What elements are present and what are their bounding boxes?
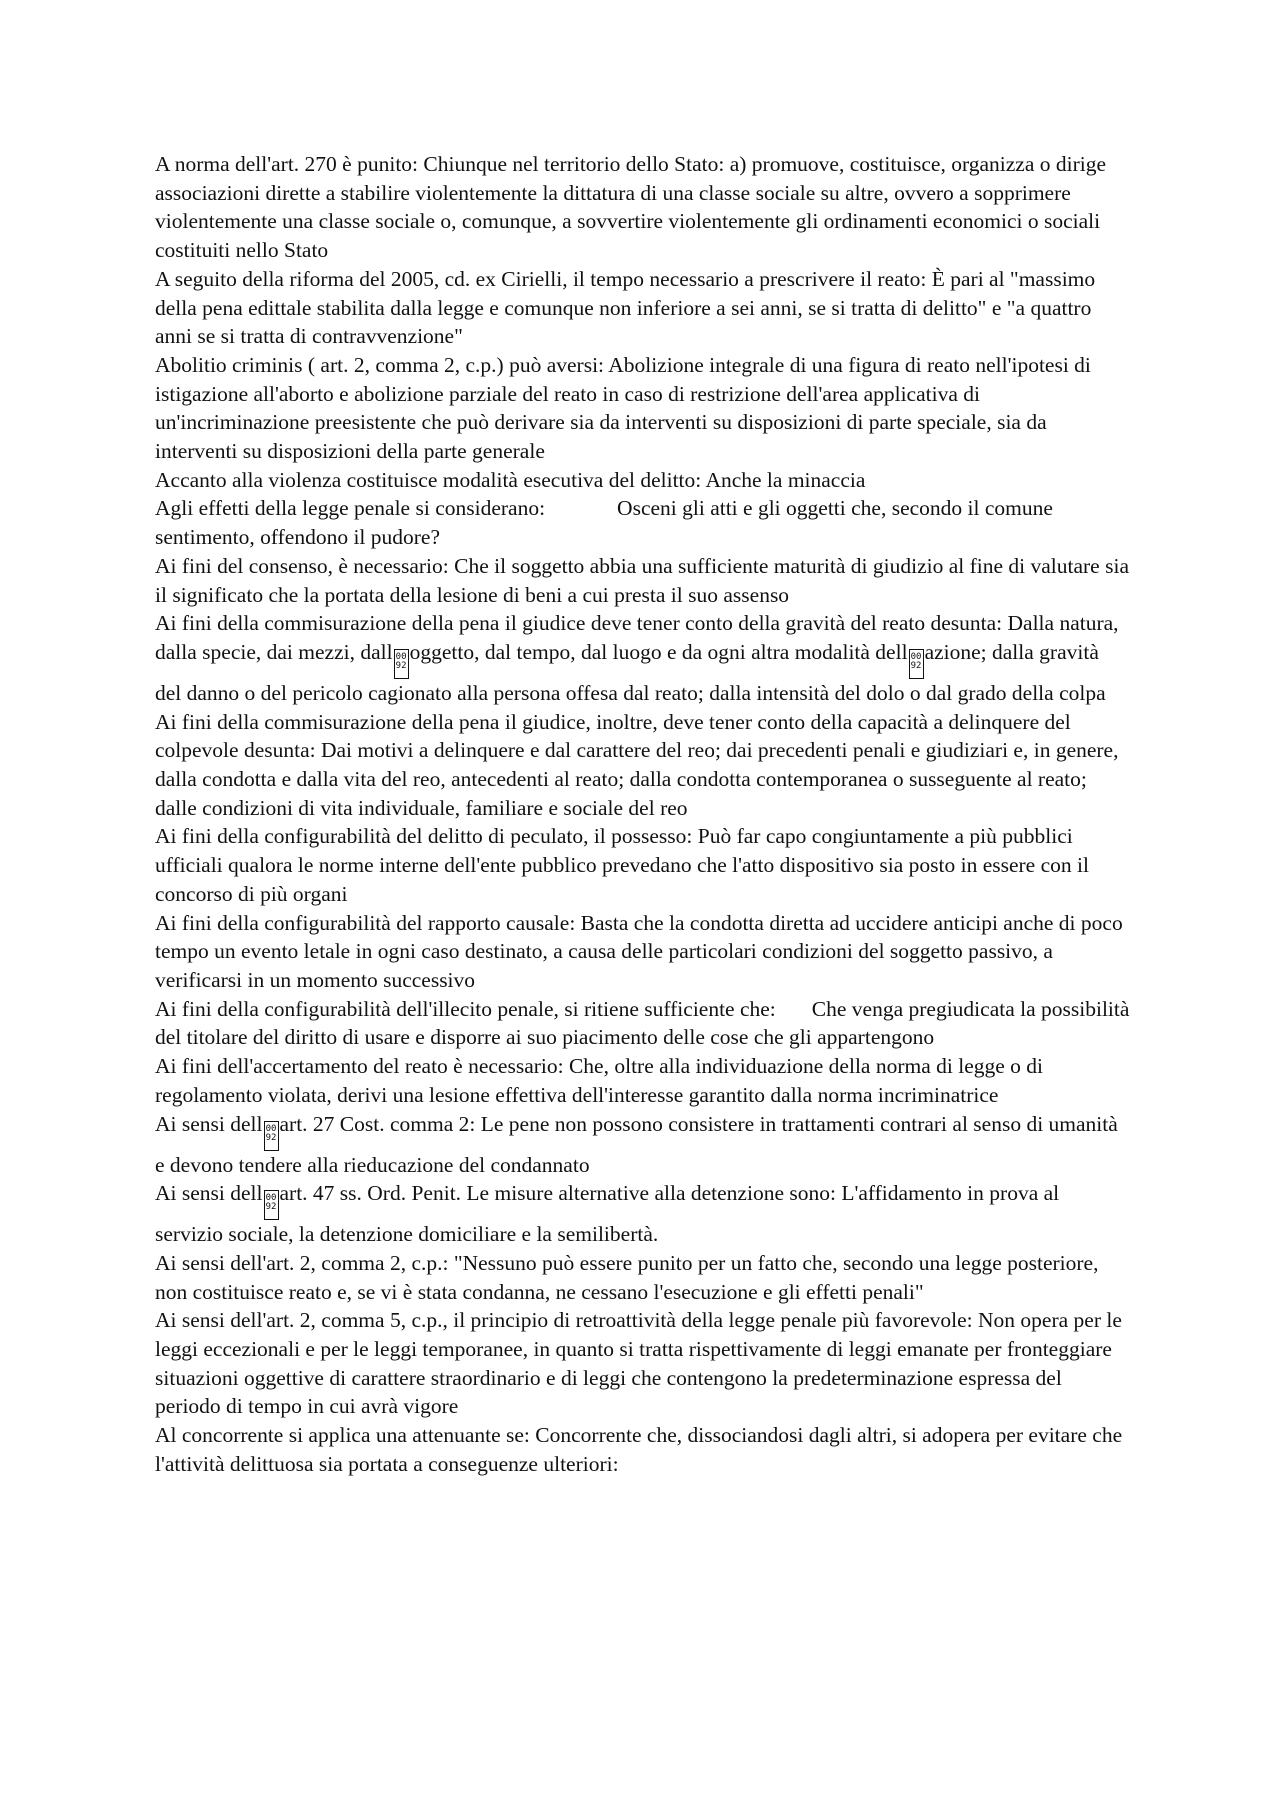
paragraph-art-2-comma-2: Ai sensi dell'art. 2, comma 2, c.p.: "Nessuno può essere punito per un fatto che, secondo una legge posteriore, non costituisce reato e, se vi è stata condanna, ne cessano l'esecuzione e gli effetti penali" (155, 1250, 1099, 1304)
paragraph-text-part: Ai sensi dell (155, 1111, 263, 1136)
paragraph-peculato: Ai fini della configurabilità del delitto di peculato, il possesso: Può far capo congiuntamente a più pubblici ufficiali qualora le norme interne dell'ente pubblico prevedano che l'atto dispositivo sia posto in essere con il concorso di più organi (155, 824, 1089, 906)
paragraph-illecito-penale (155, 995, 1130, 1052)
missing-glyph-icon: 00 92 (264, 1190, 279, 1220)
paragraph-consenso: Ai fini del consenso, è necessario: Che il soggetto abbia una sufficiente maturità di giudizio al fine di valutare sia il significato che la portata della lesione di beni a cui presta il suo assenso (155, 553, 1129, 607)
paragraph-riforma-2005: A seguito della riforma del 2005, cd. ex Cirielli, il tempo necessario a prescrivere il reato: È pari al "massimo della pena edittale stabilita dalla legge e comunque non inferiore a sei anni, se si tratta di delitto" e "a quattro anni se si tratta di contravvenzione" (155, 266, 1096, 349)
paragraph-text-part: Ai fini della configurabilità dell'illecito penale, si ritiene sufficiente che: (155, 996, 776, 1021)
paragraph-concorrente-attenuante: Al concorrente si applica una attenuante se: Concorrente che, dissociandosi dagli altri, si adopera per evitare che l'attività delittuosa sia portata a conseguenze ulteriori: (155, 1423, 1123, 1476)
paragraph-commisurazione-gravita (155, 609, 1130, 707)
paragraph-text-part: azione; dalla gravità del danno o del pericolo cagionato alla persona offesa dal reato; dalla intensità del dolo o dal grado della colpa (155, 639, 1106, 705)
paragraph-text-part: art. 47 ss. Ord. Penit. Le misure alternative alla detenzione sono: L'affidamento in prova al servizio sociale, la detenzione domiciliare e la semilibertà. (155, 1181, 1060, 1247)
paragraph-text-part: art. 27 Cost. comma 2: Le pene non possono consistere in trattamenti contrari al senso di umanità e devono tendere alla rieducazione del condannato (155, 1111, 1118, 1177)
paragraph-art-270: A norma dell'art. 270 è punito: Chiunque nel territorio dello Stato: a) promuove, costituisce, organizza o dirige associazioni dirette a stabilire violentemente la dittatura di una classe sociale su altre, ovvero a sopprimere violentemente una classe sociale o, comunque, a sovvertire violentemente gli ordinamenti economici o sociali costituiti nello Stato (155, 152, 1107, 263)
paragraph-text-part: Agli effetti della legge penale si considerano: (155, 496, 546, 521)
paragraph-text-part: Ai fini della commisurazione della pena il giudice deve tener conto della gravità del reato desunta: Dalla natura, dalla specie, dai mezzi, dall (155, 611, 1119, 664)
missing-glyph-icon: 00 92 (264, 1121, 279, 1151)
paragraph-violenza-minaccia: Accanto alla violenza costituisce modalità esecutiva del delitto: Anche la minaccia (155, 467, 866, 492)
paragraph-art-2-comma-5: Ai sensi dell'art. 2, comma 5, c.p., il principio di retroattività della legge penale più favorevole: Non opera per le leggi eccezionali e per le leggi temporanee, in quanto si tratta rispettivamente di leggi emanate per fronteggiare situazioni oggettive di carattere straordinario e di leggi che contengono la predeterminazione espressa del periodo di tempo in cui avrà vigore (155, 1308, 1122, 1419)
paragraph-commisurazione-capacita: Ai fini della commisurazione della pena il giudice, inoltre, deve tener conto della capacità a delinquere del colpevole desunta: Dai motivi a delinquere e dal carattere del reo; dai precedenti penali e giudiziari e, in genere, dalla condotta e dalla vita del reo, antecedenti al reato; dalla condotta contemporanea o susseguente al reato; dalle condizioni di vita individuale, familiare e sociale del reo (155, 709, 1119, 820)
paragraph-text-part: oggetto, dal tempo, dal luogo e da ogni altra modalità dell (409, 639, 908, 664)
paragraph-accertamento-reato: Ai fini dell'accertamento del reato è necessario: Che, oltre alla individuazione della norma di legge o di regolamento violata, derivi una lesione effettiva dell'interesse garantito dalla norma incriminatrice (155, 1054, 1044, 1107)
paragraph-rapporto-causale: Ai fini della configurabilità del rapporto causale: Basta che la condotta diretta ad uccidere anticipi anche di poco tempo un evento letale in ogni caso destinato, a causa delle particolari condizioni del soggetto passivo, a verificarsi in un momento successivo (155, 910, 1123, 992)
missing-glyph-icon: 00 92 (394, 649, 409, 679)
paragraph-text-part: Che venga pregiudicata la possibilità del titolare del diritto di usare e disporre ai suo piacimento delle cose che gli appartengono (155, 996, 1130, 1050)
paragraph-art-27-cost (155, 1110, 1130, 1180)
document-page (155, 150, 1130, 1479)
paragraph-abolitio-criminis: Abolitio criminis ( art. 2, comma 2, c.p.) può aversi: Abolizione integrale di una figura di reato nell'ipotesi di istigazione all'aborto e abolizione parziale del reato in caso di restrizione dell'area applicativa di un'incriminazione preesistente che può derivare sia da interventi su disposizioni di parte speciale, sia da interventi su disposizioni della parte generale (155, 352, 1091, 464)
paragraph-atti-osceni (155, 494, 1130, 551)
paragraph-text-part: Ai sensi dell (155, 1181, 263, 1206)
paragraph-text-part: Osceni gli atti e gli oggetti che, secondo il comune sentimento, offendono il pudore? (155, 496, 1053, 550)
paragraph-art-47-ord-penit (155, 1179, 1130, 1249)
missing-glyph-icon: 00 92 (909, 649, 924, 679)
